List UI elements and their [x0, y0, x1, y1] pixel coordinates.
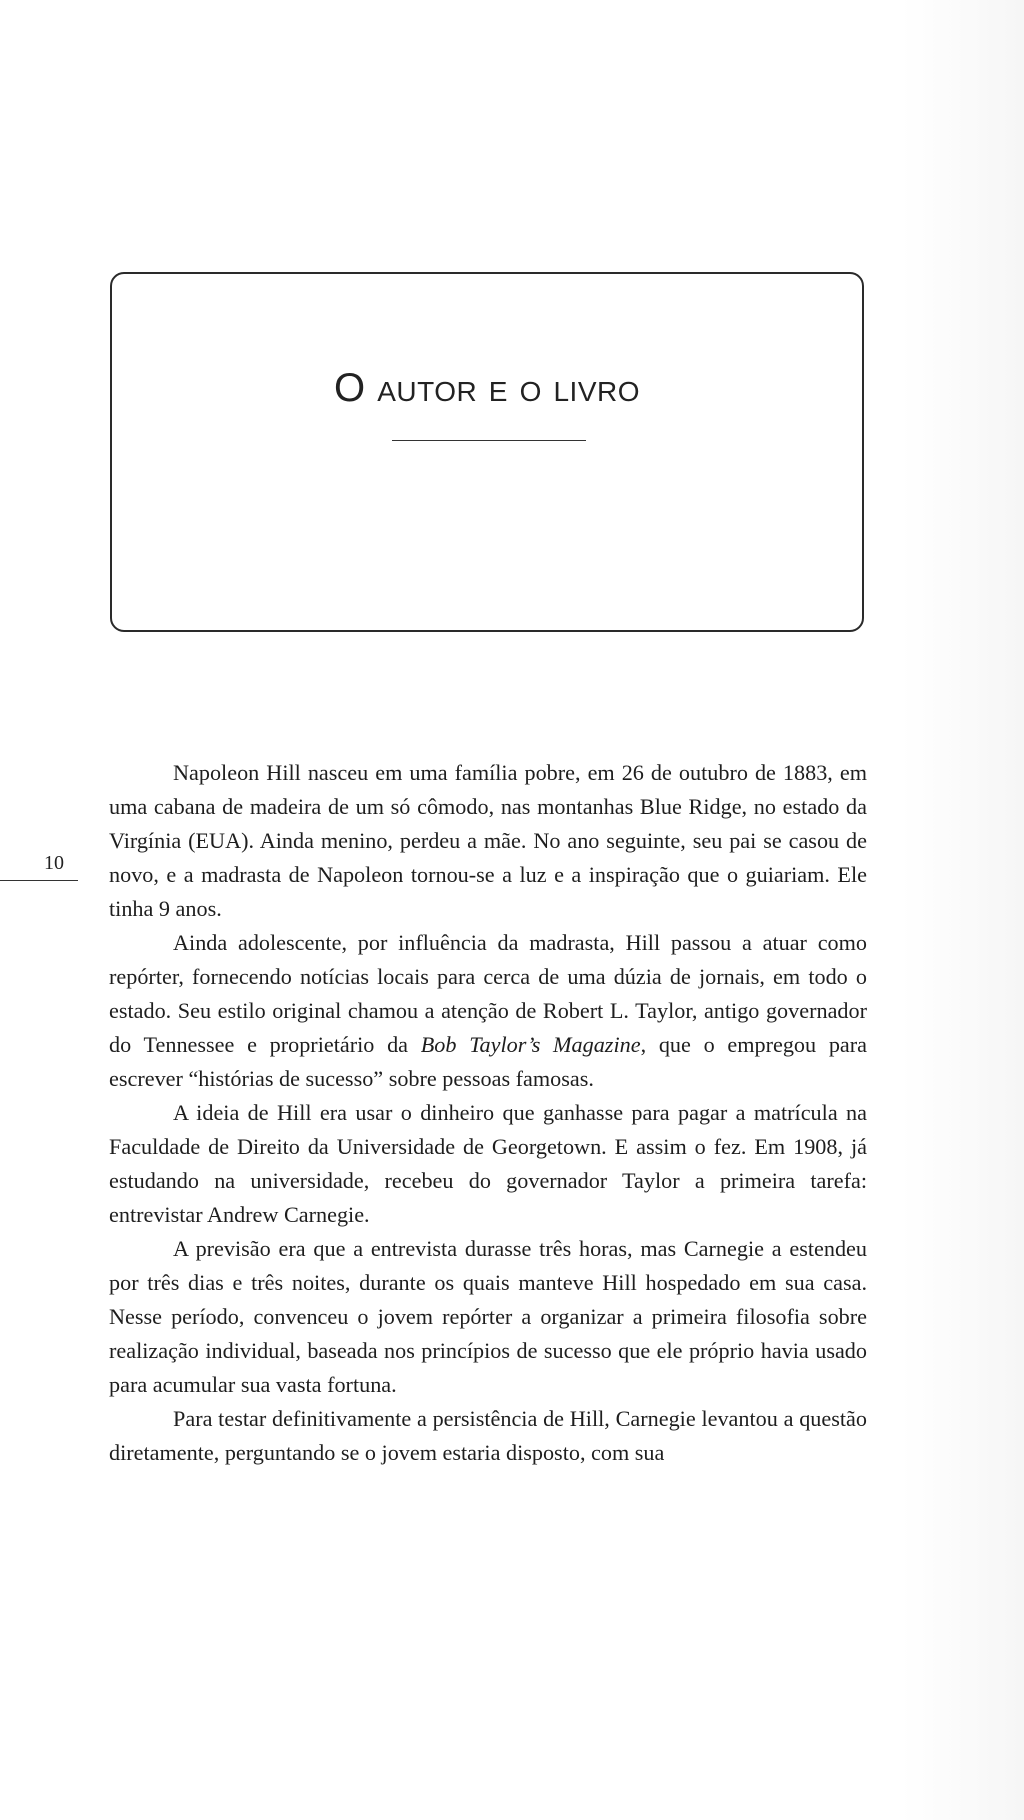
- paragraph-4: A previsão era que a entrevista durasse três horas, mas Carnegie a estendeu por três dias e três noites, durante os quais manteve Hill hospedado em sua casa. Nesse período, convenceu o jovem repórter a organizar a primeira filosofia sobre realização individual, baseada nos princípios de sucesso que ele próprio havia usado para acumular sua vasta fortuna.: [109, 1236, 867, 1397]
- page-number: 10: [44, 852, 64, 874]
- page-number-rule: [0, 880, 78, 881]
- chapter-title-box: [110, 272, 864, 632]
- paragraph-5: Para testar definitivamente a persistência de Hill, Carnegie levantou a questão diretamente, perguntando se o jovem estaria disposto, com sua: [109, 1406, 867, 1465]
- paragraph-3: A ideia de Hill era usar o dinheiro que ganhasse para pagar a matrícula na Faculdade de Direito da Universidade de Georgetown. E assim o fez. Em 1908, já estudando na universidade, recebeu do governador Taylor a primeira tarefa: entrevistar Andrew Carnegie.: [109, 1100, 867, 1227]
- body-text: [109, 756, 867, 1470]
- magazine-title: Bob Taylor’s Magazine: [420, 1032, 641, 1057]
- paragraph-2-text-before: Ainda adolescente, por influência da madrasta, Hill passou a atuar como repórter, fornecendo notícias locais para cerca de uma dúzia de jornais, em todo o estado. Seu estilo original chamou a atenção de Robert L. Taylor, antigo governador do Tennessee e proprietário da: [109, 930, 867, 1057]
- paragraph-1: Napoleon Hill nasceu em uma família pobre, em 26 de outubro de 1883, em uma cabana de madeira de um só cômodo, nas montanhas Blue Ridge, no estado da Virgínia (EUA). Ainda menino, perdeu a mãe. No ano seguinte, seu pai se casou de novo, e a madrasta de Napoleon tornou-se a luz e a inspiração que o guiariam. Ele tinha 9 anos.: [109, 760, 867, 921]
- paragraph-2-text-after: , que o empregou para escrever “histórias de sucesso” sobre pessoas famosas.: [109, 1032, 867, 1091]
- title-underline: [392, 440, 586, 441]
- paragraph-2: [109, 926, 867, 1096]
- chapter-title: O autor e o livro: [333, 366, 641, 410]
